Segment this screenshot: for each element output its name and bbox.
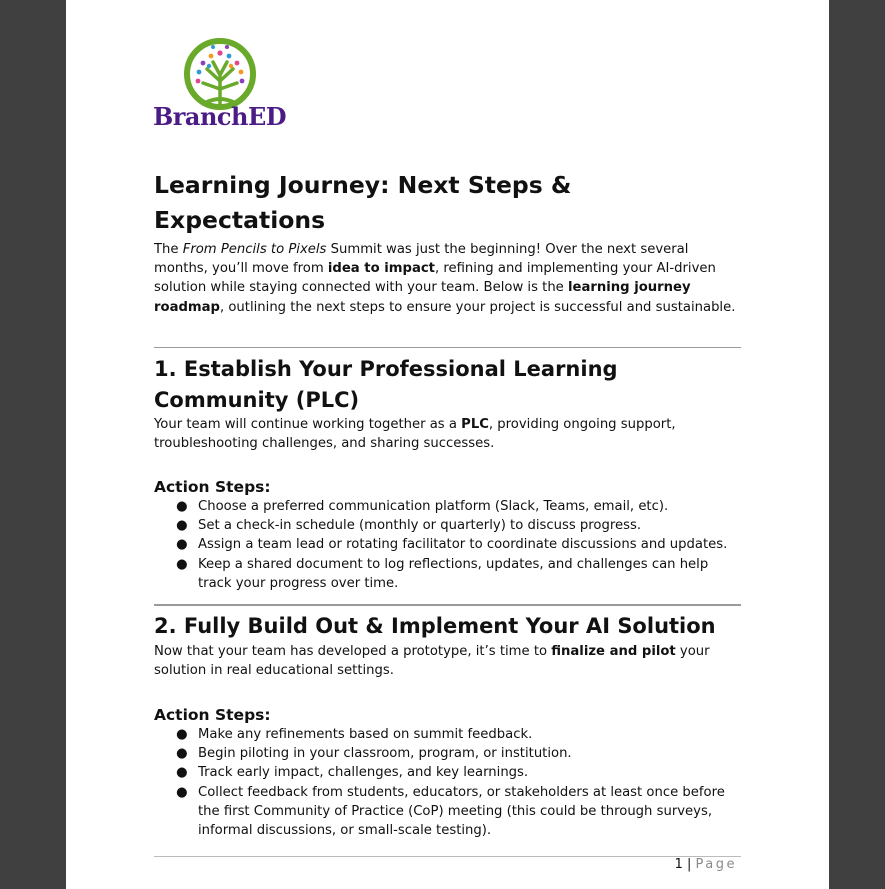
list-item: ● Make any refinements based on summit feedback. (154, 725, 742, 744)
intro-paragraph: The From Pencils to Pixels Summit was just the beginning! Over the next several months, you’ll move from idea to impact, refining and implementing your AI-driven solution while staying connected with your team. Below is the learning journey roadmap, outlining the next steps to ensure your project is successful and sustainable. (154, 242, 736, 315)
bullet-icon: ● (176, 556, 188, 572)
list-item: ● Begin piloting in your classroom, program, or institution. (154, 744, 742, 763)
bullet-icon: ● (176, 746, 188, 762)
section2-action-steps-label: Action Steps: (154, 706, 271, 724)
section2-action-list (154, 725, 742, 840)
bullet-icon: ● (176, 727, 188, 742)
list-item: ● Track early impact, challenges, and key learnings. (154, 763, 742, 782)
footer-separator: | (686, 857, 692, 872)
section-divider (154, 347, 741, 348)
section1-heading: 1. Establish Your Professional Learning Community (PLC) (154, 357, 618, 412)
page-label: Page (695, 857, 737, 872)
section-divider (154, 604, 741, 606)
page-footer (675, 857, 737, 872)
bullet-icon: ● (176, 499, 188, 514)
bullet-icon: ● (176, 765, 188, 781)
page-title: Learning Journey: Next Steps & Expectations (154, 171, 572, 234)
list-item: ● Choose a preferred communication platform (Slack, Teams, email, etc). (154, 497, 742, 516)
brand-name: BranchED (153, 102, 287, 131)
footer-divider (154, 856, 741, 857)
bullet-icon: ● (176, 518, 188, 534)
list-item: ● Keep a shared document to log reflections, updates, and challenges can help track your progress over time. (176, 556, 709, 591)
section2-body: Now that your team has developed a prototype, it’s time to finalize and pilot your solution in real educational settings. (154, 644, 710, 679)
section1-action-steps-label: Action Steps: (154, 478, 271, 496)
bullet-icon: ● (176, 537, 188, 553)
list-item: ● Assign a team lead or rotating facilitator to coordinate discussions and updates. (154, 535, 742, 554)
bullet-icon: ● (176, 784, 188, 800)
section1-body: Your team will continue working together as a PLC, providing ongoing support, troubleshooting challenges, and sharing successes. (154, 417, 676, 452)
section1-action-list (154, 497, 742, 593)
list-item: ● Set a check-in schedule (monthly or quarterly) to discuss progress. (154, 516, 742, 535)
page-number: 1 (674, 857, 683, 872)
document-page (66, 0, 829, 889)
list-item: ● Collect feedback from students, educators, or stakeholders at least once before the first Community of Practice (CoP) meeting (this could be through surveys, informal discussions, or small-scale testing). (176, 784, 725, 839)
section2-heading: 2. Fully Build Out & Implement Your AI Solution (154, 614, 716, 638)
